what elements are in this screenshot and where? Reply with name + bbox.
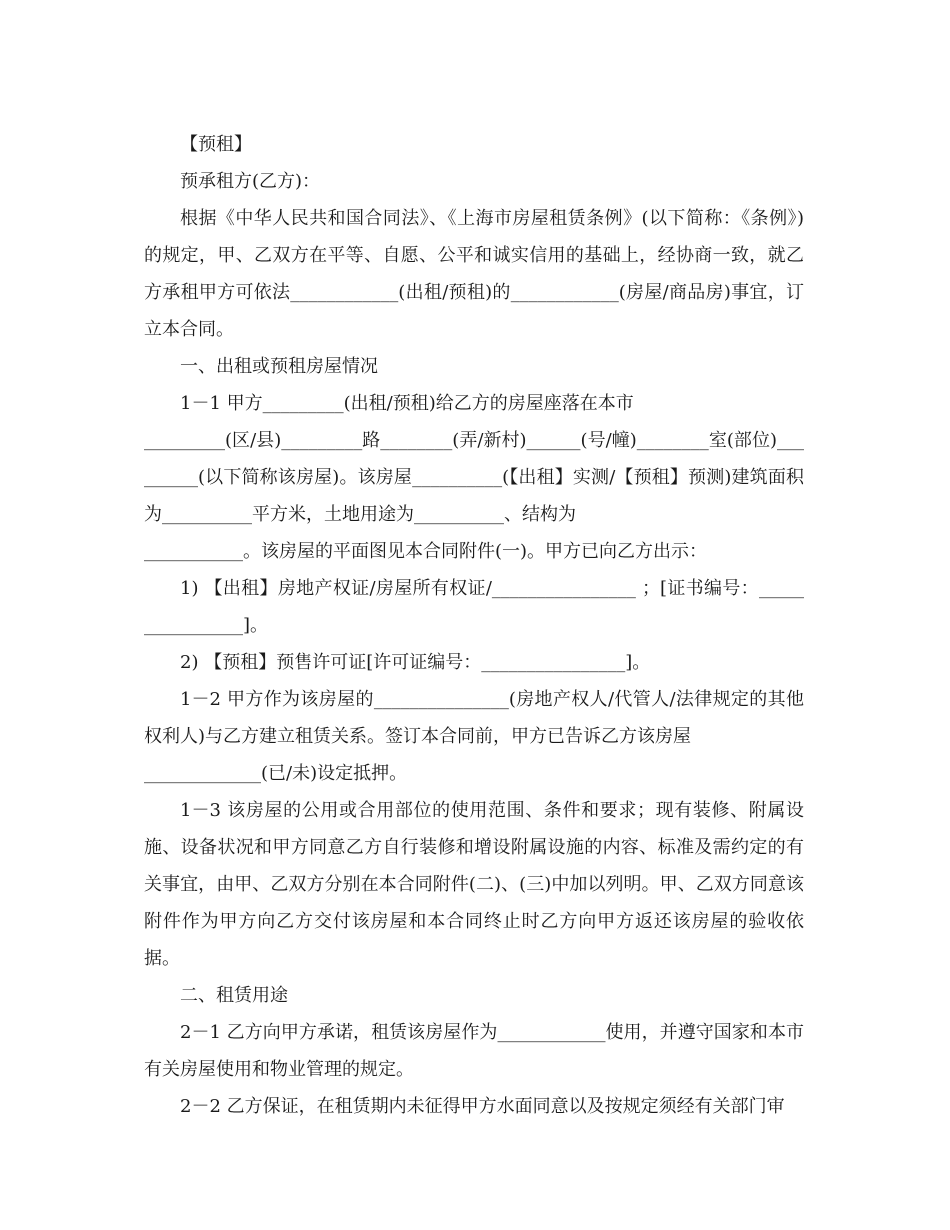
preamble-paragraph: 根据《中华人民共和国合同法》、《上海市房屋租赁条例》(以下简称：《条例》)的规定，甲、乙双方在平等、自愿、公平和诚实信用的基础上，经协商一致，就乙方承租甲方可依法____________(出租/预租)的____________(房屋/商品房)事宜，订立本合同。: [144, 208, 804, 340]
clause-1-1-address: _________(区/县)_________路________(弄/新村)______(号/幢)________室(部位)_________(以下简称该房屋)。该房屋__________(【出租】实测/【预租】预测)建筑面积为__________平方米，土地用途为__________、结构为: [144, 430, 804, 525]
document-body: [144, 126, 804, 1125]
section-heading-2: 二、租赁用途: [180, 985, 288, 1006]
clause-1-3: 1－3 该房屋的公用或合用部位的使用范围、条件和要求；现有装修、附属设施、设备状况和甲方同意乙方自行装修和增设附属设施的内容、标准及需约定的有关事宜，由甲、乙双方分别在本合同附件(二)、(三)中加以列明。甲、乙双方同意该附件作为甲方向乙方交付该房屋和本合同终止时乙方向甲方返还该房屋的验收依据。: [144, 800, 804, 969]
clause-2-1: 2－1 乙方向甲方承诺，租赁该房屋作为____________使用，并遵守国家和本市有关房屋使用和物业管理的规定。: [144, 1022, 804, 1080]
clause-1-1-structure: ___________。该房屋的平面图见本合同附件(一)。甲方已向乙方出示：: [144, 541, 708, 562]
section-heading-1: 一、出租或预租房屋情况: [180, 356, 378, 377]
clause-1-2-mortgage: _____________(已/未)设定抵押。: [144, 763, 408, 784]
clause-1-1-item-1: 1) 【出租】房地产权证/房屋所有权证/________________ ；[证书编号：________________]。: [144, 578, 804, 636]
clause-1-1-item-2: 2) 【预租】预售许可证[许可证编号：________________]。: [180, 652, 651, 673]
clause-1-1-intro: 1－1 甲方_________(出租/预租)给乙方的房屋座落在本市: [180, 393, 634, 414]
clause-2-2: 2－2 乙方保证，在租赁期内未征得甲方水面同意以及按规定须经有关部门审: [180, 1096, 785, 1117]
section-tag-prelease: 【预租】: [180, 134, 252, 155]
lessee-party-line: 预承租方(乙方)：: [180, 171, 321, 192]
clause-1-2: 1－2 甲方作为该房屋的_______________(房地产权人/代管人/法律规定的其他权利人)与乙方建立租赁关系。签订本合同前，甲方已告诉乙方该房屋: [144, 689, 804, 747]
